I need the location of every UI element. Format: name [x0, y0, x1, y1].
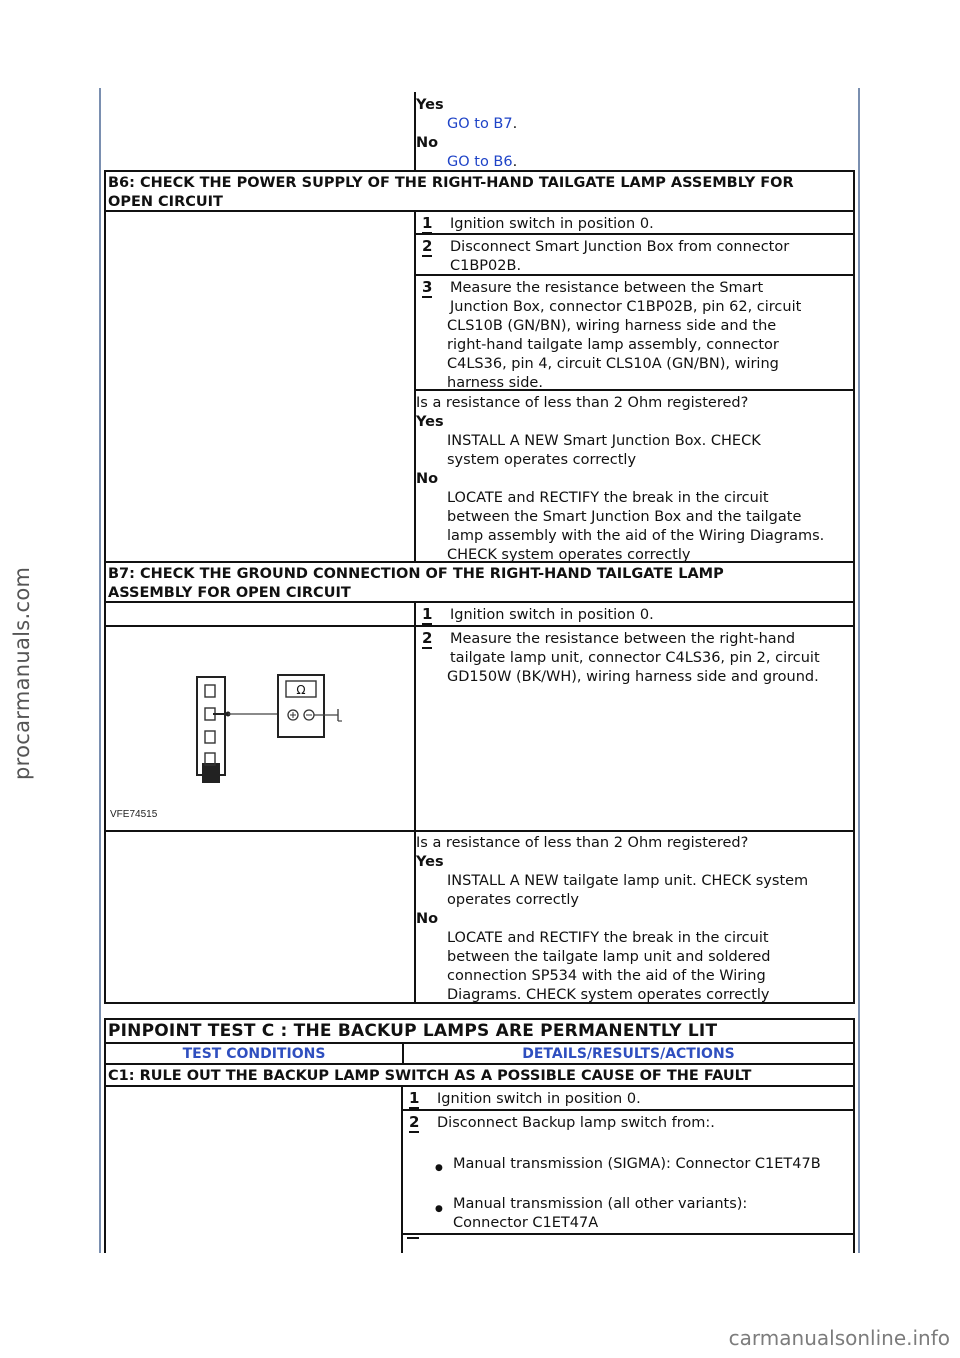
bullet-sigma: ● Manual transmission (SIGMA): Connector C1ET47B: [453, 1155, 821, 1174]
pinpoint-c-columns: [104, 1042, 855, 1065]
left-margin-rule: [99, 88, 101, 1253]
figure-id: VFE74515: [110, 809, 158, 820]
circuit-diagram: [106, 627, 414, 830]
side-watermark: procarmanuals.com: [10, 566, 34, 780]
b6-result: Is a resistance of less than 2 Ohm registered? Yes INSTALL A NEW Smart Junction Box. CHECK system operates correctly No LOCATE and RECTIFY the break in the circuit between the Smart Junction Box and the tailgate lamp assembly with the aid of the Wiring Diagrams. CHECK system operates correctly: [416, 395, 825, 563]
c1-header: C1: RULE OUT THE BACKUP LAMP SWITCH AS A POSSIBLE CAUSE OF THE FAULT: [104, 1063, 855, 1087]
pinpoint-c-title: PINPOINT TEST C : THE BACKUP LAMPS ARE PERMANENTLY LIT: [104, 1018, 855, 1044]
c1-step-1: 1 Ignition switch in position 0.: [401, 1085, 855, 1111]
b7-result: Is a resistance of less than 2 Ohm registered? Yes INSTALL A NEW tailgate lamp unit. CHECK system operates correctly No LOCATE and RECTIFY the break in the circuit between the tailgate lamp unit and soldered connection SP534 with the aid of the Wiring Diagrams. CHECK system operates correctly: [416, 835, 809, 1003]
b7-header: [104, 561, 855, 603]
bottom-watermark: carmanualsonline.info: [728, 1326, 950, 1350]
go-to-b7-link[interactable]: GO to B7: [447, 116, 513, 132]
col-test-conditions: TEST CONDITIONS: [182, 1046, 326, 1062]
b7-title-line1: B7: CHECK THE GROUND CONNECTION OF THE RIGHT-HAND TAILGATE LAMP: [108, 566, 724, 582]
go-to-b6-link[interactable]: GO to B6: [447, 154, 513, 170]
c1-step-2: 2 Disconnect Backup lamp switch from:. ● Manual transmission (SIGMA): Connector C1ET47B Manual transmission (all other variants): Connector C1ET47A: [401, 1109, 855, 1235]
b6-title-line1: B6: CHECK THE POWER SUPPLY OF THE RIGHT-HAND TAILGATE LAMP ASSEMBLY FOR: [108, 175, 794, 191]
b7-step-2: 2 Measure the resistance between the right-hand tailgate lamp unit, connector C4LS36, pin 2, circuit GD150W (BK/WH), wiring harness side and ground.: [414, 625, 855, 832]
b6-left-column: [104, 210, 106, 563]
b7-figure: [104, 625, 416, 832]
ohm-symbol: Ω: [296, 683, 306, 697]
right-margin-rule: [858, 88, 860, 1253]
yes-label: Yes: [416, 97, 444, 113]
b6-title-line2: OPEN CIRCUIT: [108, 194, 223, 210]
bullet-other: Manual transmission (all other variants):: [453, 1196, 748, 1212]
b6-step-1: 1 Ignition switch in position 0.: [414, 210, 855, 235]
no-label: No: [416, 135, 439, 151]
b7-step-1: 1 Ignition switch in position 0.: [414, 601, 855, 627]
col-details: DETAILS/RESULTS/ACTIONS: [522, 1046, 735, 1062]
b6-step-3: 3 Measure the resistance between the Smart Junction Box, connector C1BP02B, pin 62, circuit CLS10B (GN/BN), wiring harness side and the right-hand tailgate lamp assembly, connector C4LS36, pin 4, circuit CLS10A (GN/BN), wiring harness side.: [414, 274, 855, 391]
b6-step-2: 2 Disconnect Smart Junction Box from connector C1BP02B.: [414, 233, 855, 276]
top-result-block: Yes GO to B7. No GO to B6.: [104, 92, 855, 170]
b6-header: [104, 170, 855, 212]
next-step-stub: [401, 1233, 855, 1235]
b7-title-line2: ASSEMBLY FOR OPEN CIRCUIT: [108, 585, 351, 601]
